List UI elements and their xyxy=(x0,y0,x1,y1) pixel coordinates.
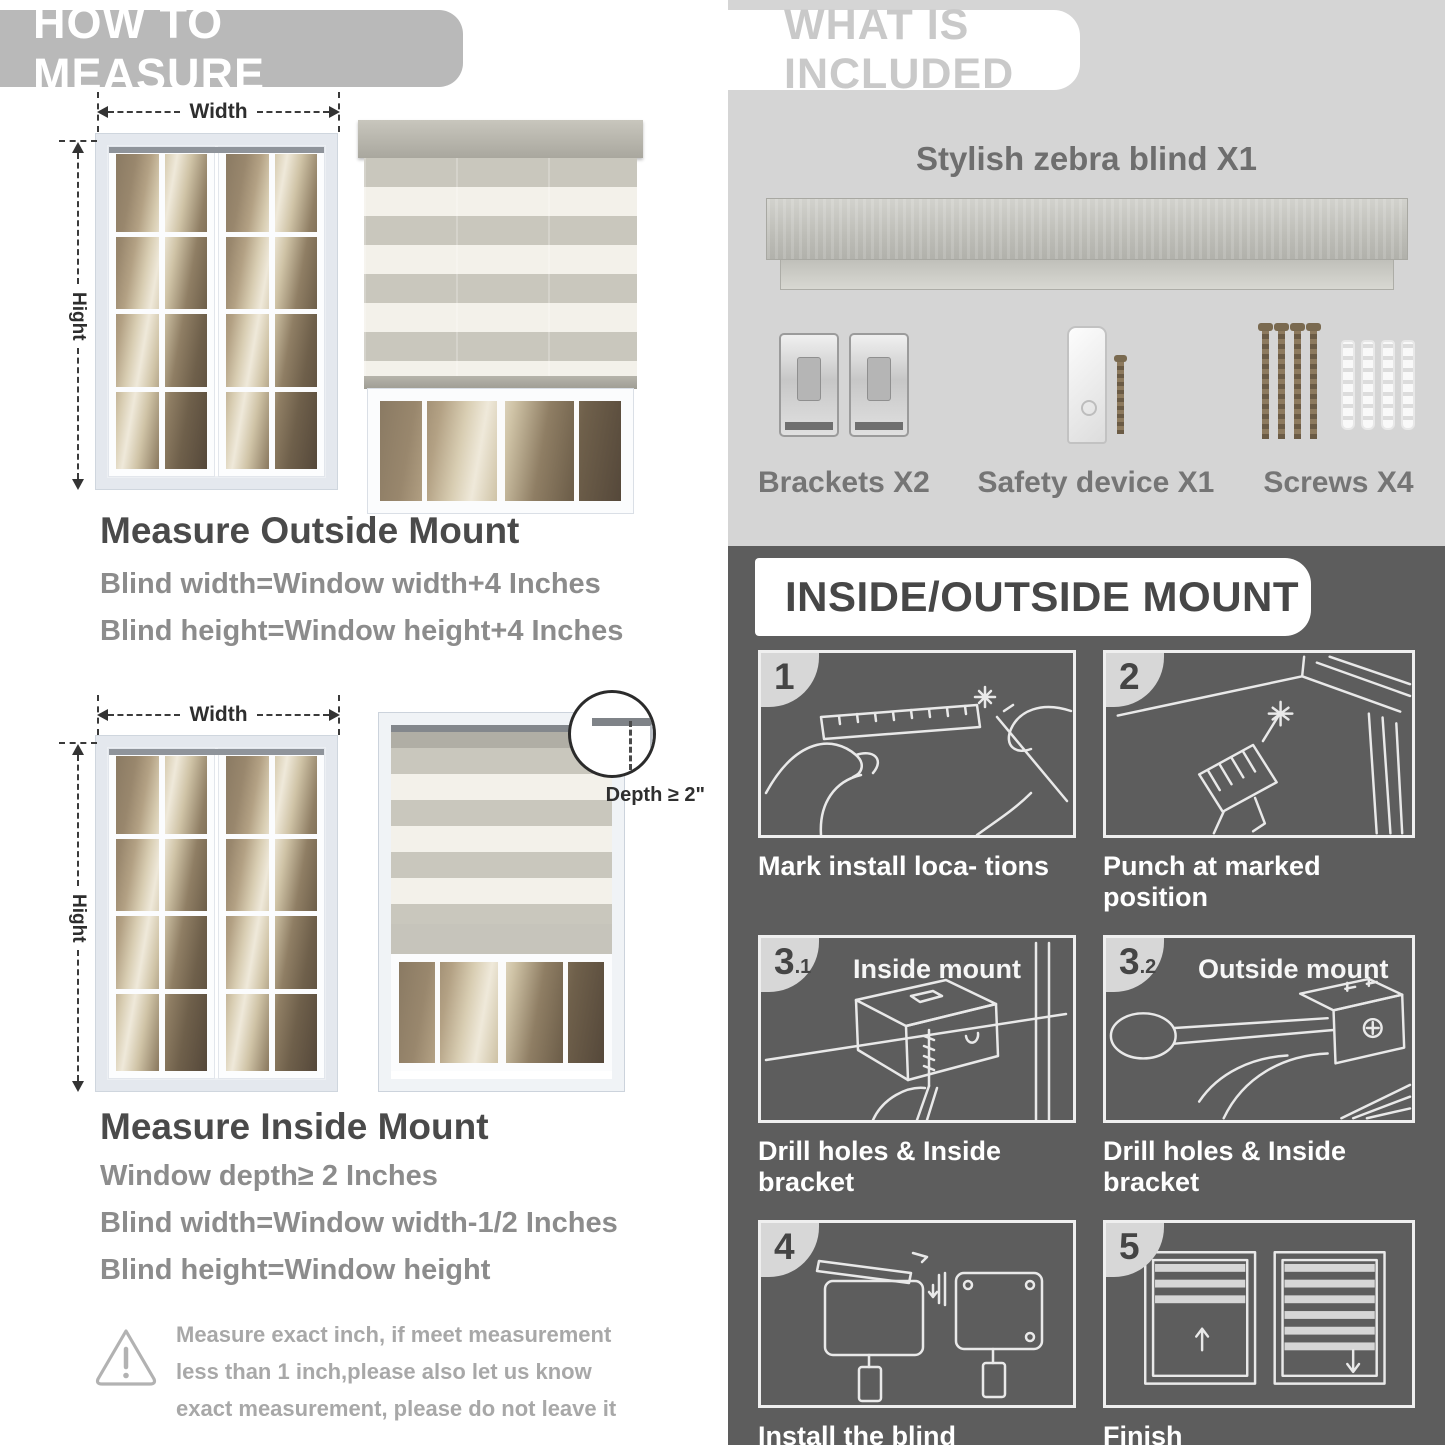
included-item-safety-device xyxy=(977,316,1214,500)
window-head-shadow xyxy=(109,749,324,755)
headrail-top xyxy=(766,198,1408,260)
blind-cassette xyxy=(358,120,643,158)
step-title: Outside mount xyxy=(1198,954,1389,984)
window-door xyxy=(109,147,214,476)
blind-bottom-rail xyxy=(391,924,612,954)
height-measure-arrow xyxy=(66,142,90,490)
mount-instructions-section xyxy=(728,546,1445,1451)
inside-mount-heading: Measure Inside Mount xyxy=(100,1106,489,1147)
step-number-badge: 2 xyxy=(1106,653,1164,707)
height-label: Hight xyxy=(68,291,89,341)
arrow-up-icon xyxy=(72,744,84,755)
depth-dashed-line xyxy=(629,721,632,770)
step-2 xyxy=(1103,650,1415,913)
step-number-badge: 1 xyxy=(761,653,819,707)
step-3-1 xyxy=(758,935,1076,1198)
product-title: Stylish zebra blind X1 xyxy=(915,140,1258,177)
depth-label: Depth ≥ 2" xyxy=(605,784,705,806)
measure-tick xyxy=(338,695,340,735)
step-4 xyxy=(758,1220,1076,1452)
measure-tick xyxy=(338,92,340,132)
step-caption: Mark install loca- tions xyxy=(758,851,1050,881)
blind-bottom-rail xyxy=(364,376,637,389)
outside-mount-heading: Measure Outside Mount xyxy=(100,510,520,551)
step-number-badge: 5 xyxy=(1106,1223,1164,1277)
warning-icon xyxy=(92,1326,160,1393)
how-to-measure-title: HOW TO MEASURE xyxy=(33,0,266,100)
safety-device-icon xyxy=(1067,316,1124,454)
screws-icon xyxy=(1262,316,1415,454)
window-sill xyxy=(391,1071,612,1079)
arrow-down-icon xyxy=(72,1081,84,1092)
included-item-screws xyxy=(1262,316,1415,500)
what-is-included-header xyxy=(728,1,1080,98)
item-label: Brackets X2 xyxy=(758,466,930,499)
headrail-bottom xyxy=(780,260,1394,290)
step-3-2 xyxy=(1103,935,1415,1198)
item-label: Screws X4 xyxy=(1263,466,1414,499)
window-door xyxy=(219,749,324,1078)
measure-tick xyxy=(59,140,97,142)
inside-mount-line: Blind width=Window width-1/2 Inches xyxy=(100,1207,618,1239)
width-measure-arrow xyxy=(97,100,340,124)
outside-mount-line: Blind height=Window height+4 Inches xyxy=(100,615,624,647)
window-mullions xyxy=(399,962,604,1063)
width-measure-arrow xyxy=(97,703,340,727)
blind-stripes xyxy=(364,158,637,376)
step-number-badge: 3 .1 xyxy=(761,938,819,992)
measure-tick xyxy=(59,742,97,744)
what-is-included-section xyxy=(728,0,1445,546)
window-mullions xyxy=(116,756,207,1071)
bracket-icon xyxy=(779,316,909,454)
step-title: Inside mount xyxy=(853,954,1021,984)
inside-mount-line: Window depth≥ 2 Inches xyxy=(100,1160,438,1192)
window-mullions xyxy=(380,401,621,501)
depth-magnifier-icon xyxy=(568,690,656,778)
arrow-up-icon xyxy=(72,142,84,153)
included-items-row xyxy=(758,316,1415,500)
step-1 xyxy=(758,650,1076,913)
step-caption: Punch at marked position xyxy=(1103,851,1321,912)
height-label: Hight xyxy=(68,893,89,943)
window-mullions xyxy=(226,154,317,469)
zebra-blind-illustration-outside xyxy=(358,120,643,513)
window-door xyxy=(219,147,324,476)
inside-mount-line: Blind height=Window height xyxy=(100,1254,491,1286)
window-head-shadow xyxy=(109,147,324,153)
step-caption: Finish xyxy=(1103,1421,1183,1451)
window-illustration-inside xyxy=(95,735,338,1092)
window-door xyxy=(109,749,214,1078)
how-to-measure-section xyxy=(0,0,723,1445)
window-illustration-outside xyxy=(95,133,338,490)
measure-tick xyxy=(97,695,99,735)
measurement-warning-text: Measure exact inch, if meet measurement less than 1 inch,please also let us know exact measurement, please do not leave it xyxy=(176,1322,617,1421)
mount-steps-grid xyxy=(758,650,1415,1452)
step-number-badge: 4 xyxy=(761,1223,819,1277)
included-item-brackets xyxy=(758,316,930,500)
arrow-down-icon xyxy=(72,479,84,490)
headrail-illustration xyxy=(766,198,1408,290)
outside-mount-line: Blind width=Window width+4 Inches xyxy=(100,568,601,600)
width-label: Width xyxy=(189,100,248,123)
step-caption: Drill holes & Inside bracket xyxy=(758,1136,1002,1197)
measure-tick xyxy=(97,92,99,132)
window-mullions xyxy=(116,154,207,469)
width-label: Width xyxy=(189,703,248,726)
step-number-badge: 3 .2 xyxy=(1106,938,1164,992)
blind-stripes xyxy=(391,748,612,924)
window-under-blind xyxy=(368,389,633,513)
mount-title: INSIDE/OUTSIDE MOUNT xyxy=(785,573,1300,620)
window-under-blind xyxy=(391,954,612,1071)
height-measure-arrow xyxy=(66,744,90,1092)
what-is-included-title: WHAT IS INCLUDED xyxy=(784,1,1015,98)
window-mullions xyxy=(226,756,317,1071)
step-5 xyxy=(1103,1220,1415,1452)
step-caption: Install the blind xyxy=(758,1421,957,1451)
mount-header xyxy=(755,558,1311,636)
item-label: Safety device X1 xyxy=(977,466,1215,499)
step-caption: Drill holes & Inside bracket xyxy=(1103,1136,1347,1197)
frame-corner xyxy=(592,718,656,778)
how-to-measure-header xyxy=(0,0,463,100)
